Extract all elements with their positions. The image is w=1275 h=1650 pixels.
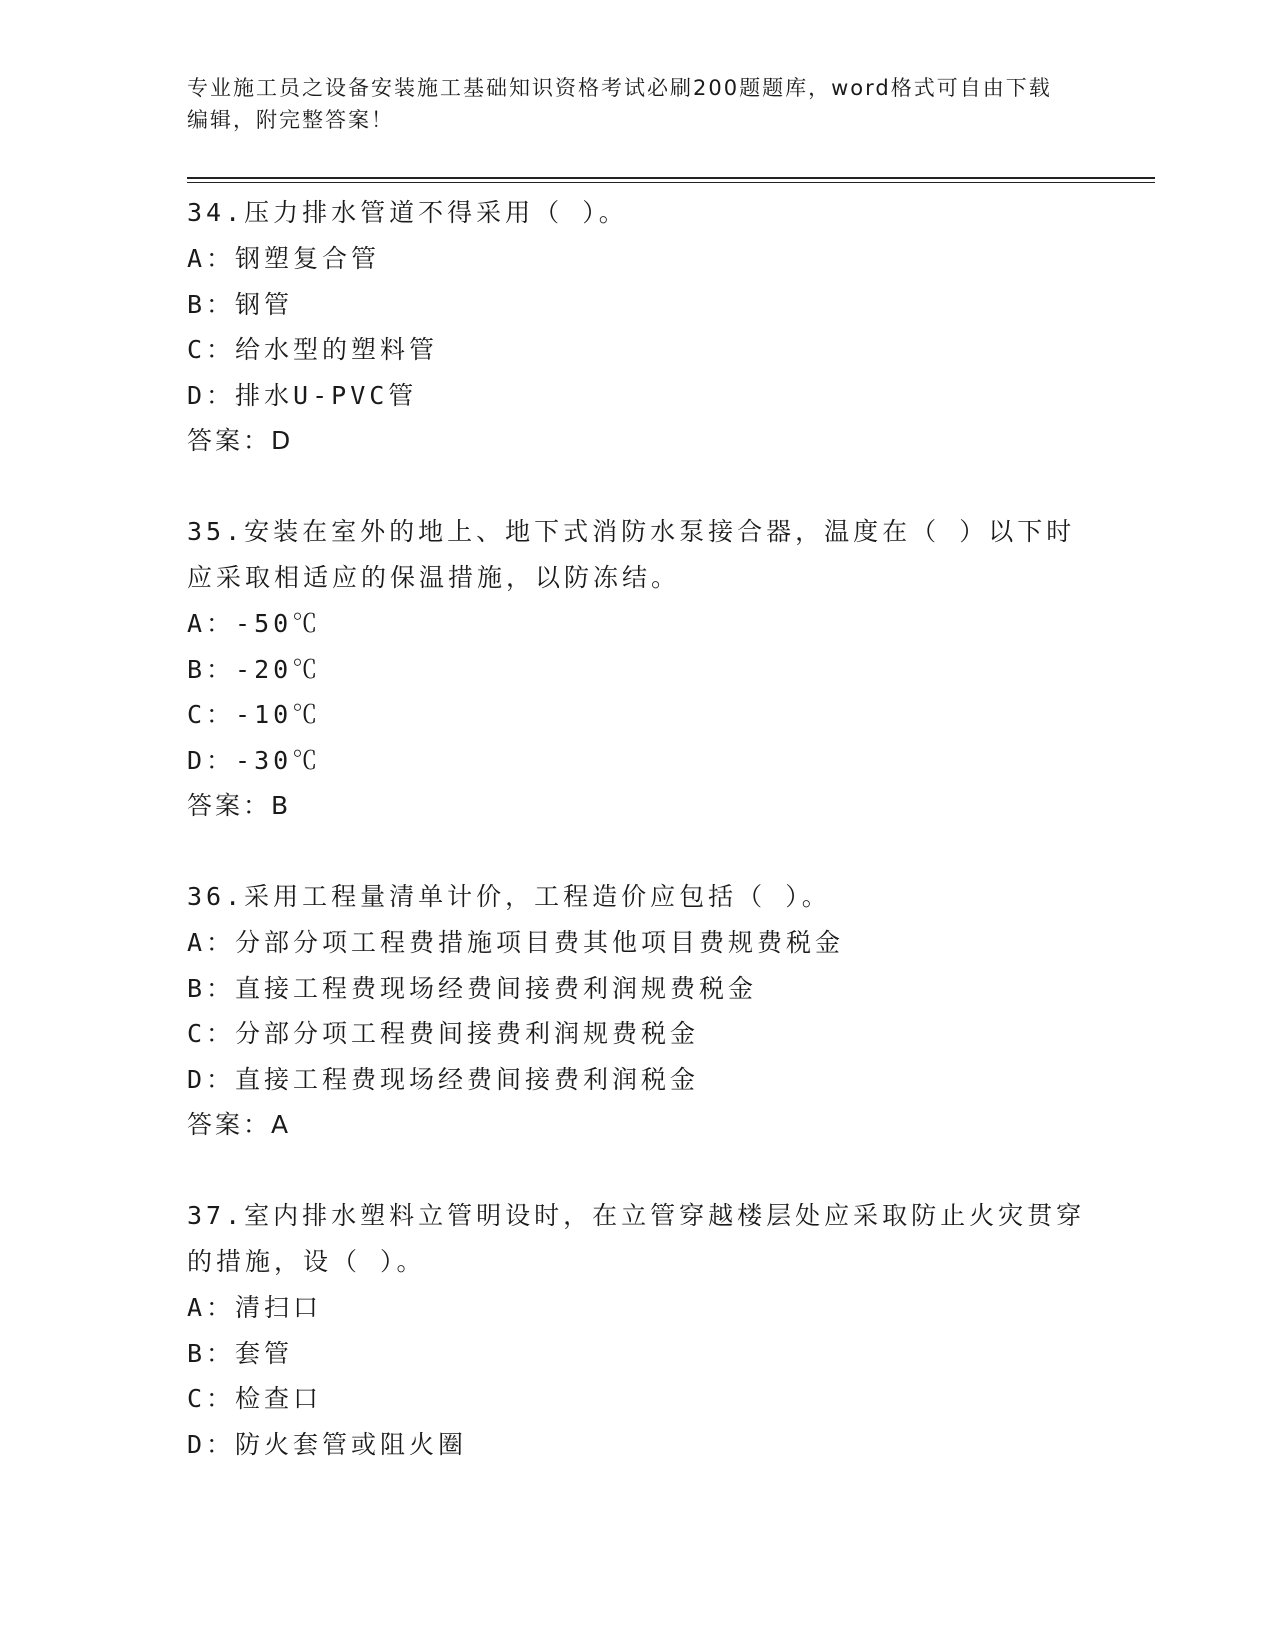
header-divider-thick bbox=[187, 177, 1155, 179]
answer-line: 答案：A bbox=[187, 1110, 292, 1139]
option-a: A：清扫口 bbox=[187, 1293, 323, 1322]
option-d: D：直接工程费现场经费间接费利润税金 bbox=[187, 1064, 700, 1094]
question-list bbox=[187, 190, 1087, 1513]
question-37 bbox=[187, 1193, 1087, 1467]
question-text: 37.室内排水塑料立管明设时，在立管穿越楼层处应采取防止火灾贯穿的措施，设（ ）。 bbox=[187, 1201, 1086, 1276]
option-c: C：分部分项工程费间接费利润规费税金 bbox=[187, 1019, 700, 1048]
option-c: C：-10℃ bbox=[187, 700, 322, 729]
question-34 bbox=[187, 190, 1087, 463]
answer-line: 答案：D bbox=[187, 426, 294, 455]
question-text: 34.压力排水管道不得采用（ ）。 bbox=[187, 198, 628, 227]
option-d: D：-30℃ bbox=[187, 745, 322, 775]
answer-line: 答案：B bbox=[187, 791, 292, 820]
option-b: B：-20℃ bbox=[187, 654, 322, 684]
header-divider-thin bbox=[187, 182, 1155, 183]
option-b: B：直接工程费现场经费间接费利润规费税金 bbox=[187, 973, 758, 1003]
option-d: D：排水U-PVC管 bbox=[187, 380, 418, 410]
option-b: B：套管 bbox=[187, 1338, 294, 1368]
question-35 bbox=[187, 509, 1087, 828]
option-a: A：-50℃ bbox=[187, 609, 322, 638]
option-c: C：检查口 bbox=[187, 1384, 323, 1413]
question-36 bbox=[187, 874, 1087, 1147]
option-a: A：钢塑复合管 bbox=[187, 244, 381, 273]
option-d: D：防火套管或阻火圈 bbox=[187, 1429, 468, 1459]
option-b: B：钢管 bbox=[187, 289, 294, 319]
question-text: 35.安装在室外的地上、地下式消防水泵接合器，温度在（ ）以下时应采取相适应的保温措施，以防冻结。 bbox=[187, 517, 1076, 592]
option-a: A：分部分项工程费措施项目费其他项目费规费税金 bbox=[187, 928, 845, 957]
question-text: 36.采用工程量清单计价，工程造价应包括（ ）。 bbox=[187, 882, 831, 911]
document-header: 专业施工员之设备安装施工基础知识资格考试必刷200题题库，word格式可自由下载编辑，附完整答案！ bbox=[187, 76, 1052, 132]
option-c: C：给水型的塑料管 bbox=[187, 335, 439, 364]
